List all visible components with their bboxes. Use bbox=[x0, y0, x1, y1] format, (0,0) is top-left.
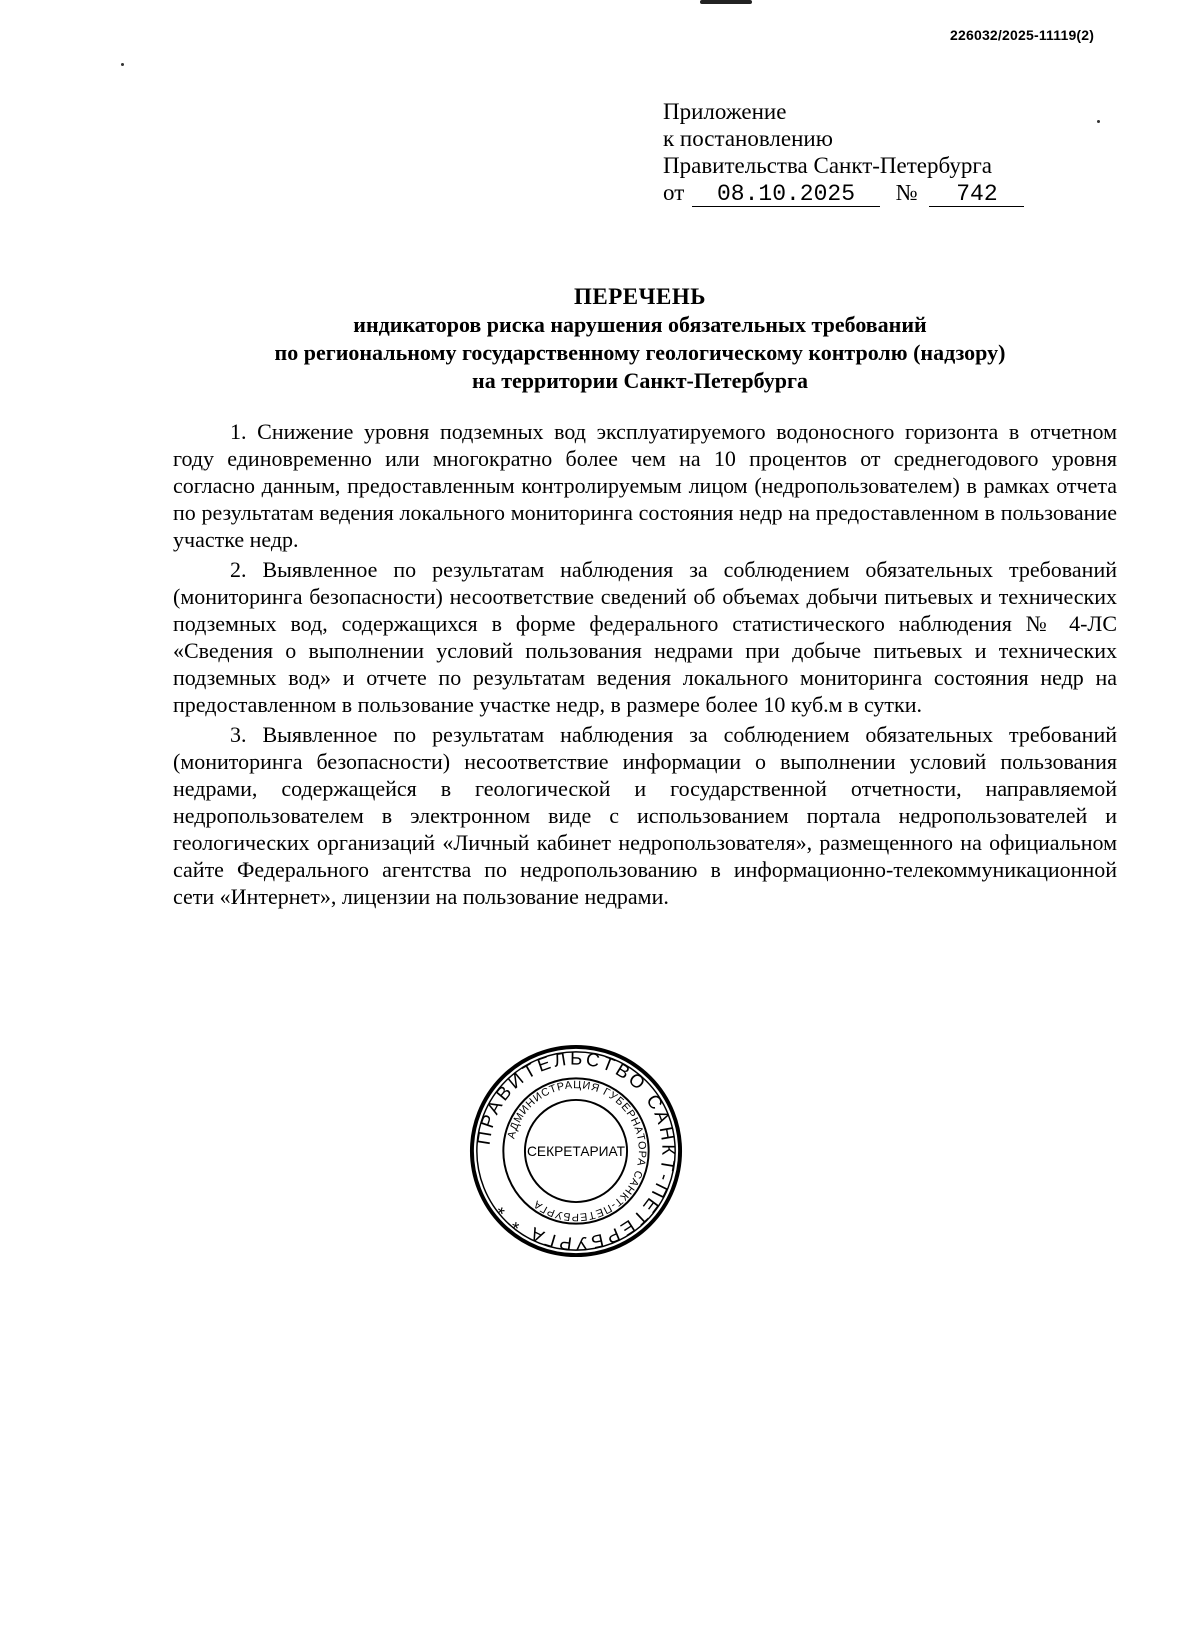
decree-date: 08.10.2025 bbox=[692, 182, 880, 207]
heading-line-3: на территории Санкт-Петербурга bbox=[472, 368, 808, 393]
document-number: 226032/2025-11119(2) bbox=[950, 27, 1095, 43]
heading-line-1: индикаторов риска нарушения обязательных требований bbox=[353, 312, 927, 337]
decree-number: 742 bbox=[929, 182, 1024, 207]
scan-artifact bbox=[1097, 120, 1100, 123]
document-body bbox=[173, 418, 1117, 913]
svg-text:ПРАВИТЕЛЬСТВО САНКТ-ПЕТЕРБУРГА: ПРАВИТЕЛЬСТВО САНКТ-ПЕТЕРБУРГА * * bbox=[472, 1047, 680, 1255]
date-prefix: от bbox=[663, 180, 685, 205]
heading-title: ПЕРЕЧЕНЬ bbox=[574, 284, 706, 309]
paragraph-2: 2. Выявленное по результатам наблюдения за соблюдением обязательных требований (мониторинга безопасности) несоответствие сведений об объемах добычи питьевых и технических подземных вод, содержащихся в форме федерального статистического наблюдения № 4-ЛС «Сведения о выполнении условий пользования недрами при добыче питьевых и технических подземных вод» и отчете по результатам ведения локального мониторинга состояния недр на предоставленном в пользование участке недр, в размере более 10 куб.м в сутки. bbox=[173, 557, 1117, 717]
official-seal bbox=[468, 1043, 684, 1259]
number-label: № bbox=[895, 180, 918, 205]
paragraph-3: 3. Выявленное по результатам наблюдения за соблюдением обязательных требований (мониторинга безопасности) несоответствие информации о выполнении условий пользования недрами, содержащейся в геологической и государственной отчетности, направляемой недропользователем в электронном виде с использованием портала недропользователей и геологических организаций «Личный кабинет недропользователя», размещенного на официальном сайте Федерального агентства по недропользованию в информационно-телекоммуникационной сети «Интернет», лицензии на пользование недрами. bbox=[173, 722, 1117, 909]
paragraph-1: 1. Снижение уровня подземных вод эксплуатируемого водоносного горизонта в отчетном году единовременно или многократно более чем на 10 процентов от среднегодового уровня согласно данным, предоставленным контролируемым лицом (недропользователем) в рамках отчета по результатам ведения локального мониторинга состояния недр на предоставленном в пользование участке недр. bbox=[173, 419, 1117, 552]
appendix-line-2: к постановлению bbox=[663, 126, 833, 151]
appendix-block bbox=[663, 98, 1024, 207]
appendix-line-1: Приложение bbox=[663, 99, 787, 124]
appendix-date-line bbox=[663, 179, 1024, 207]
document-heading bbox=[160, 283, 1120, 395]
scan-artifact bbox=[121, 63, 124, 66]
appendix-line-3: Правительства Санкт-Петербурга bbox=[663, 153, 992, 178]
heading-line-2: по региональному государственному геологическому контролю (надзору) bbox=[274, 340, 1006, 365]
svg-text:СЕКРЕТАРИАТ: СЕКРЕТАРИАТ bbox=[526, 1143, 626, 1159]
scan-artifact bbox=[700, 0, 752, 4]
svg-text:АДМИНИСТРАЦИЯ ГУБЕРНАТОРА САНК: АДМИНИСТРАЦИЯ ГУБЕРНАТОРА САНКТ-ПЕТЕРБУРГА bbox=[505, 1079, 648, 1223]
